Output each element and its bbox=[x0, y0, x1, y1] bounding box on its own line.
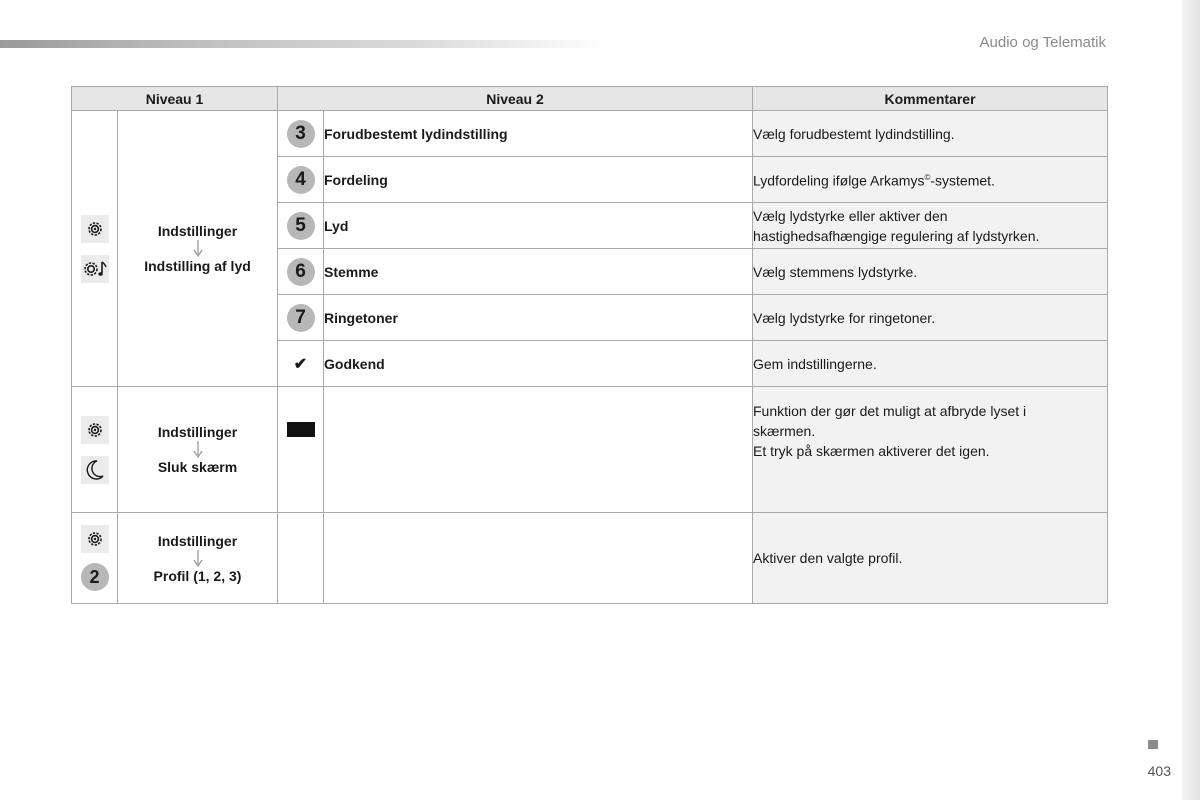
settings-table bbox=[71, 86, 1108, 604]
level1-icons-cell bbox=[72, 111, 118, 387]
arrow-down-icon bbox=[118, 441, 277, 459]
level2-label: Godkend bbox=[324, 341, 753, 387]
header-decoration-bar bbox=[0, 40, 610, 48]
gear-music-icon bbox=[81, 255, 109, 283]
comment-cell bbox=[753, 387, 1108, 513]
number-badge: 5 bbox=[287, 212, 315, 240]
arrow-down-icon bbox=[118, 240, 277, 258]
comment-cell bbox=[753, 513, 1108, 604]
comment-cell bbox=[753, 295, 1108, 341]
page-number: 403 bbox=[1147, 763, 1171, 779]
number-cell bbox=[278, 249, 324, 295]
gear-icon bbox=[81, 215, 109, 243]
copyright-mark: © bbox=[924, 173, 931, 183]
comment-cell bbox=[753, 203, 1108, 249]
comment-text: Et tryk på skærmen aktiverer det igen. bbox=[753, 443, 990, 459]
comment-text: Vælg lydstyrke for ringetoner. bbox=[753, 309, 936, 326]
comment-text: Aktiver den valgte profil. bbox=[753, 550, 903, 566]
level2-label-empty bbox=[324, 387, 753, 513]
gear-icon bbox=[81, 416, 109, 444]
number-badge: 3 bbox=[287, 120, 315, 148]
level1-from-label: Indstillinger bbox=[157, 223, 238, 239]
number-cell bbox=[278, 203, 324, 249]
comment-text: Vælg stemmens lydstyrke. bbox=[753, 263, 918, 280]
level1-to-label: Indstilling af lyd bbox=[144, 258, 251, 274]
level2-label: Ringetoner bbox=[324, 295, 753, 341]
arrow-down-icon bbox=[118, 550, 277, 568]
level2-label: Lyd bbox=[324, 203, 753, 249]
level2-label: Forudbestemt lydindstilling bbox=[324, 111, 753, 157]
level1-icons-cell bbox=[72, 513, 118, 604]
table-header-row bbox=[72, 87, 1108, 111]
number-cell bbox=[278, 295, 324, 341]
level2-label: Stemme bbox=[324, 249, 753, 295]
column-header-niveau-1: Niveau 1 bbox=[72, 87, 278, 111]
comment-cell bbox=[753, 111, 1108, 157]
comment-text: Lydfordeling ifølge Arkamys bbox=[753, 172, 925, 189]
table-row bbox=[72, 387, 1108, 513]
number-cell bbox=[278, 341, 324, 387]
comment-text: Gem indstillingerne. bbox=[753, 355, 877, 372]
level1-from-label: Indstillinger bbox=[157, 424, 238, 440]
screen-off-cell bbox=[278, 387, 324, 513]
comment-text: Funktion der gør det muligt at afbryde lyset i bbox=[753, 403, 1027, 419]
level1-to-label: Profil (1, 2, 3) bbox=[153, 567, 242, 584]
section-title: Audio og Telematik bbox=[979, 34, 1106, 51]
level2-label: Fordeling bbox=[324, 157, 753, 203]
column-header-kommentarer: Kommentarer bbox=[753, 87, 1108, 111]
number-badge: 4 bbox=[287, 166, 315, 194]
number-cell bbox=[278, 111, 324, 157]
number-badge: 6 bbox=[287, 258, 315, 286]
number-badge: 7 bbox=[287, 304, 315, 332]
table-row bbox=[72, 513, 1108, 604]
column-header-niveau-2: Niveau 2 bbox=[278, 87, 753, 111]
comment-text: Vælg lydstyrke eller aktiver den bbox=[753, 207, 948, 224]
comment-text: Vælg forudbestemt lydindstilling. bbox=[753, 125, 955, 142]
level1-from-label: Indstillinger bbox=[157, 532, 238, 549]
level1-path-cell bbox=[118, 513, 278, 604]
level1-path-cell bbox=[118, 387, 278, 513]
number-cell bbox=[278, 157, 324, 203]
comment-cell bbox=[753, 249, 1108, 295]
moon-icon bbox=[81, 456, 109, 484]
checkmark-icon: ✔ bbox=[293, 355, 308, 373]
number-cell-empty bbox=[278, 513, 324, 604]
page-marker bbox=[1148, 740, 1158, 749]
number-badge: 2 bbox=[81, 563, 109, 591]
comment-text: hastighedsafhængige regulering af lydstyrken. bbox=[753, 227, 1040, 244]
gear-icon bbox=[81, 525, 109, 553]
level1-icons-cell bbox=[72, 387, 118, 513]
comment-text: skærmen. bbox=[753, 423, 816, 439]
level1-path-cell bbox=[118, 111, 278, 387]
comment-cell bbox=[753, 157, 1108, 203]
table-row bbox=[72, 111, 1108, 157]
comment-cell bbox=[753, 341, 1108, 387]
profile-badge-wrap bbox=[72, 563, 117, 591]
level2-label-empty bbox=[324, 513, 753, 604]
page-edge-strip bbox=[1182, 0, 1200, 800]
comment-text-suffix: -systemet. bbox=[930, 172, 995, 189]
level1-to-label: Sluk skærm bbox=[157, 459, 238, 475]
black-screen-icon bbox=[287, 422, 315, 437]
